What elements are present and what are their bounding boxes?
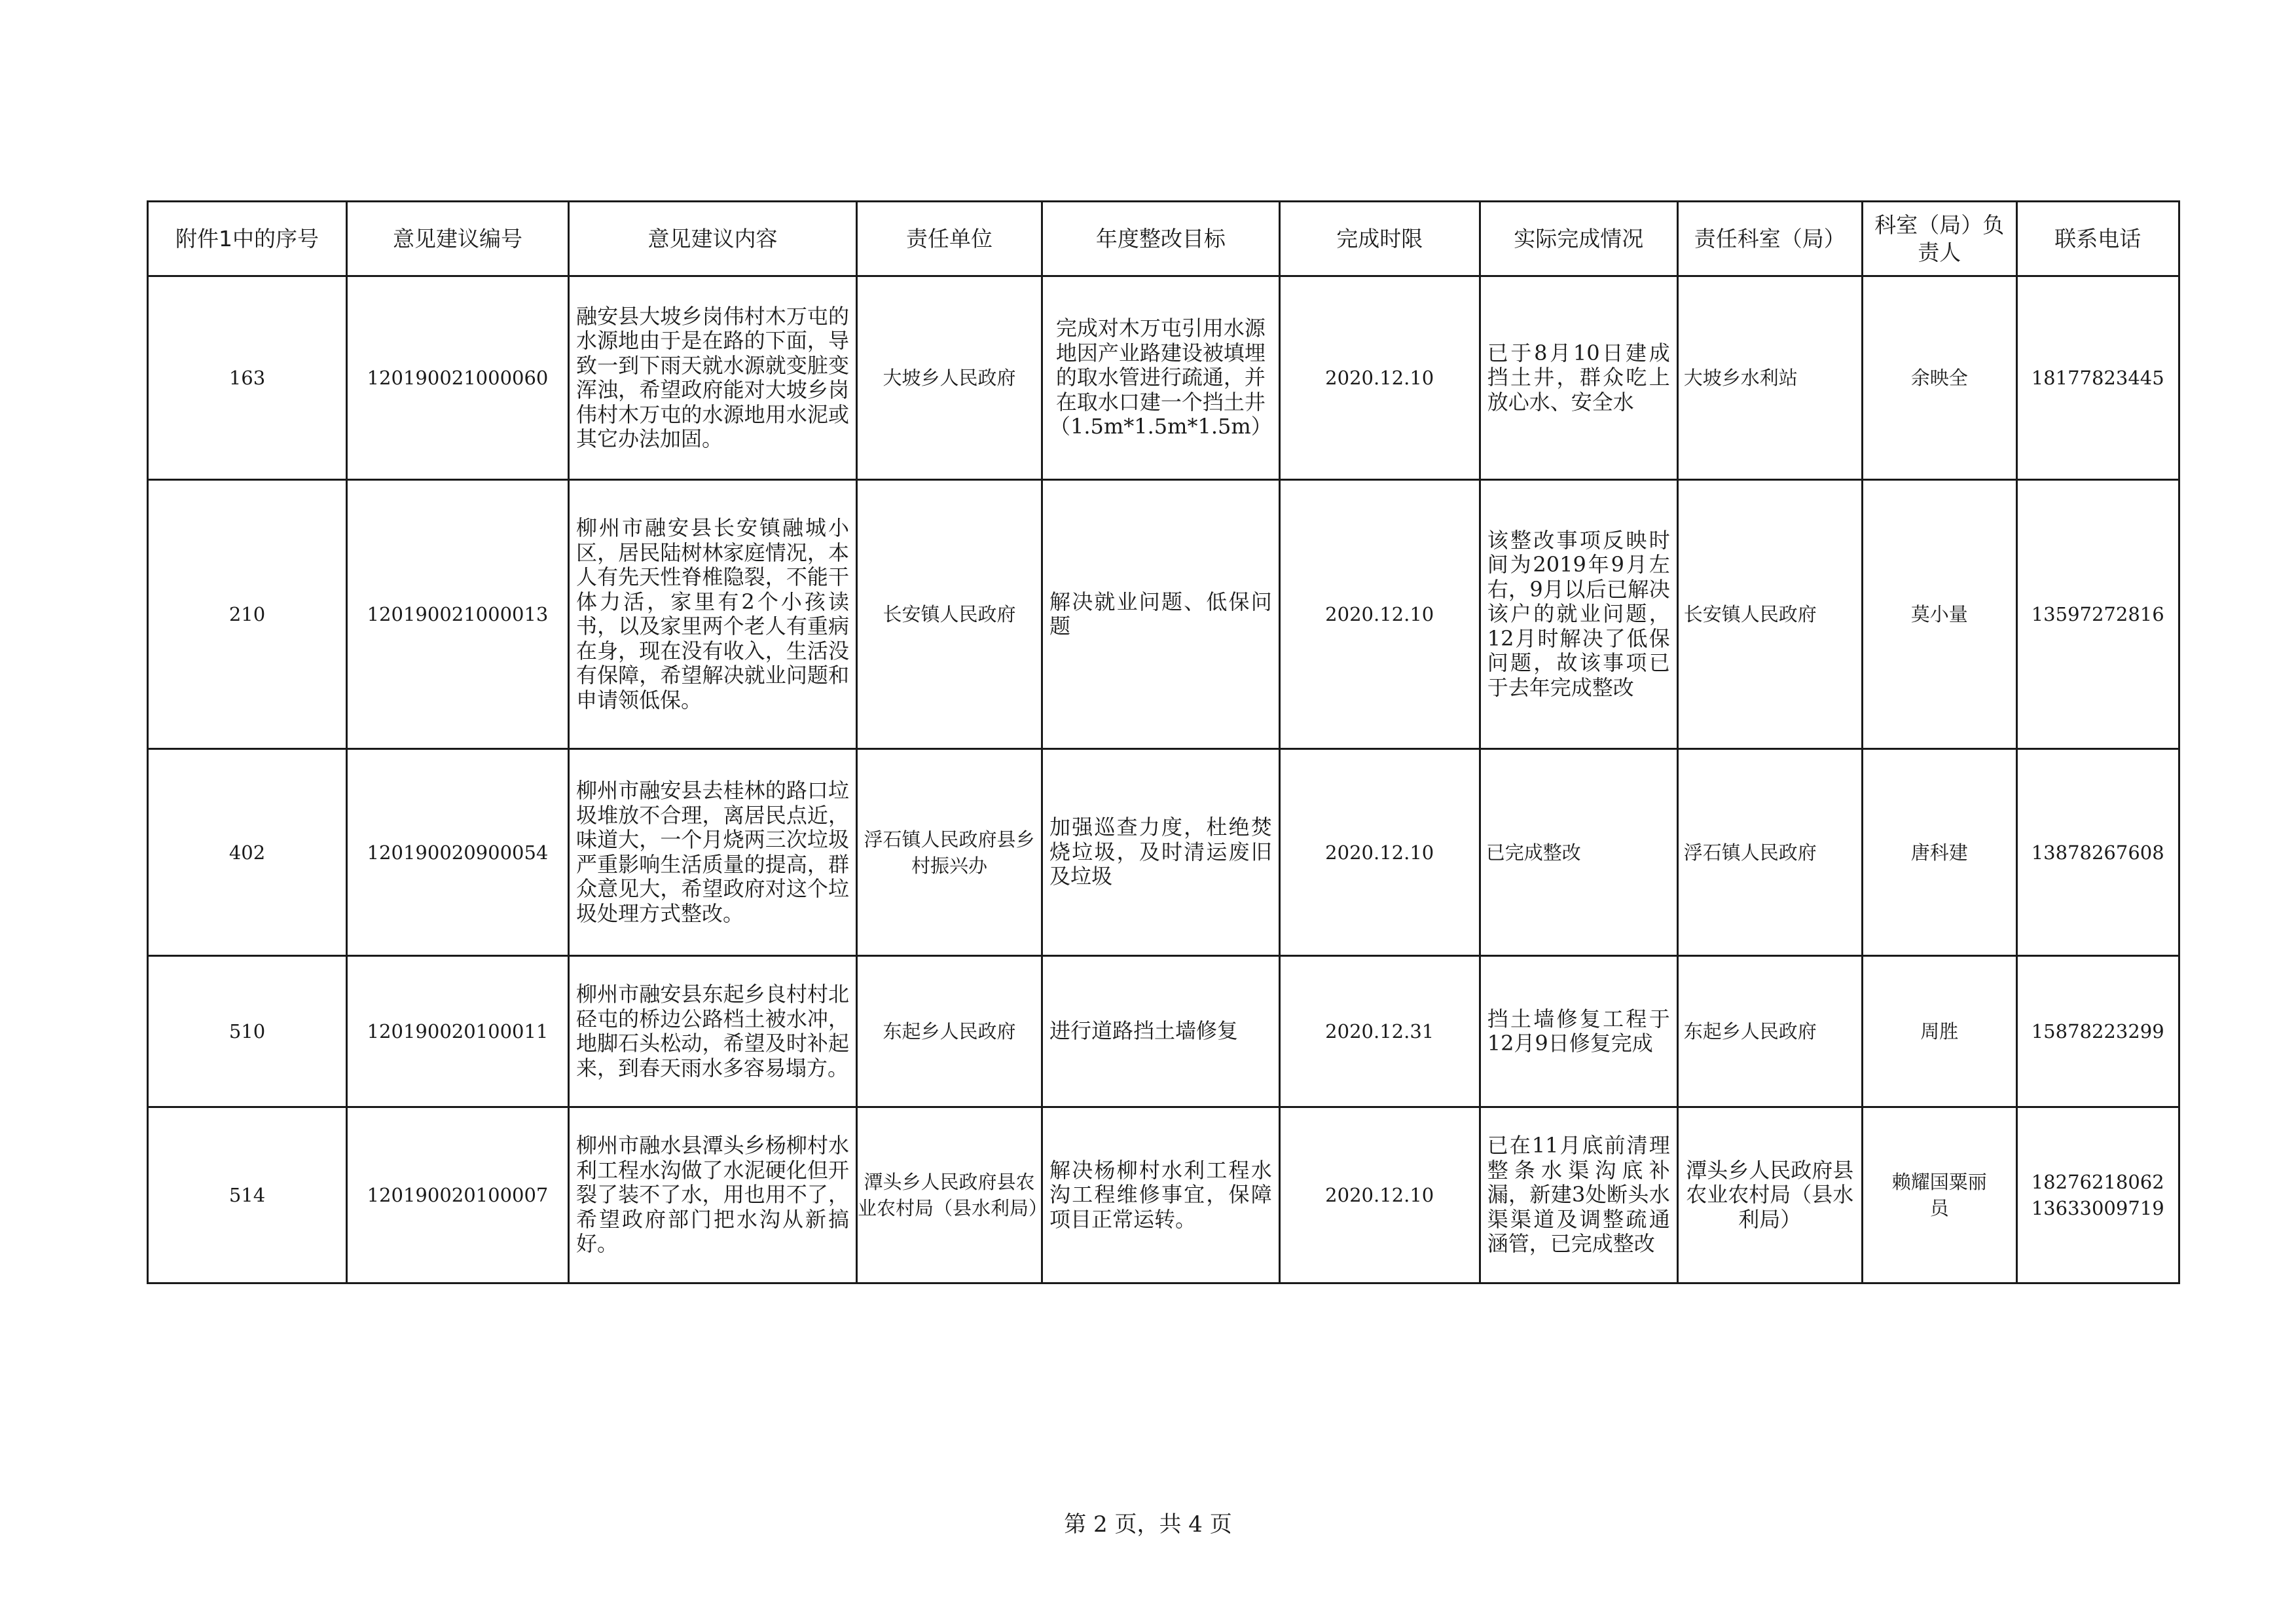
seq-cell: 510 — [148, 956, 347, 1107]
person-cell: 莫小量 — [1862, 480, 2016, 749]
table-row — [148, 480, 2179, 749]
code-cell: 120190020100007 — [347, 1107, 569, 1283]
code-cell: 120190020100011 — [347, 956, 569, 1107]
header-content: 意见建议内容 — [569, 202, 857, 276]
content-cell: 柳州市融安县长安镇融城小区，居民陆树林家庭情况，本人有先天性脊椎隐裂，不能干体力活，家里有2个小孩读书，以及家里两个老人有重病在身，现在没有收入，生活没有保障，希望解决就业问题和申请领低保。 — [569, 480, 857, 749]
deadline-cell: 2020.12.31 — [1279, 956, 1480, 1107]
dept-cell: 东起乡人民政府 — [1677, 956, 1862, 1107]
unit-cell: 浮石镇人民政府县乡村振兴办 — [857, 749, 1042, 956]
phone-cell: 13597272816 — [2016, 480, 2179, 749]
deadline-cell: 2020.12.10 — [1279, 1107, 1480, 1283]
header-status: 实际完成情况 — [1480, 202, 1677, 276]
content-cell: 柳州市融安县去桂林的路口垃圾堆放不合理，离居民点近，味道大，一个月烧两三次垃圾严重影响生活质量的提高，群众意见大，希望政府对这个垃圾处理方式整改。 — [569, 749, 857, 956]
goal-cell: 进行道路挡土墙修复 — [1042, 956, 1280, 1107]
deadline-cell: 2020.12.10 — [1279, 276, 1480, 480]
status-cell: 该整改事项反映时间为2019年9月左右，9月以后已解决该户的就业问题，12月时解决了低保问题，故该事项已于去年完成整改 — [1480, 480, 1677, 749]
goal-cell: 解决杨柳村水利工程水沟工程维修事宜，保障项目正常运转。 — [1042, 1107, 1280, 1283]
dept-cell: 潭头乡人民政府县农业农村局（县水利局） — [1677, 1107, 1862, 1283]
header-row — [148, 202, 2179, 276]
goal-cell: 解决就业问题、低保问题 — [1042, 480, 1280, 749]
seq-cell: 163 — [148, 276, 347, 480]
status-cell: 已于8月10日建成挡土井，群众吃上放心水、安全水 — [1480, 276, 1677, 480]
table-row — [148, 1107, 2179, 1283]
header-deadline: 完成时限 — [1279, 202, 1480, 276]
seq-cell: 402 — [148, 749, 347, 956]
seq-cell: 514 — [148, 1107, 347, 1283]
deadline-cell: 2020.12.10 — [1279, 480, 1480, 749]
header-dept: 责任科室（局） — [1677, 202, 1862, 276]
dept-cell: 长安镇人民政府 — [1677, 480, 1862, 749]
phone-cell: 18177823445 — [2016, 276, 2179, 480]
header-phone: 联系电话 — [2016, 202, 2179, 276]
table-row — [148, 276, 2179, 480]
status-cell: 挡土墙修复工程于12月9日修复完成 — [1480, 956, 1677, 1107]
header-person: 科室（局）负责人 — [1862, 202, 2016, 276]
header-goal: 年度整改目标 — [1042, 202, 1280, 276]
dept-cell: 浮石镇人民政府 — [1677, 749, 1862, 956]
dept-cell: 大坡乡水利站 — [1677, 276, 1862, 480]
rectification-table — [147, 200, 2180, 1284]
unit-cell: 长安镇人民政府 — [857, 480, 1042, 749]
person-cell: 周胜 — [1862, 956, 2016, 1107]
person-cell: 余映全 — [1862, 276, 2016, 480]
phone-cell: 13878267608 — [2016, 749, 2179, 956]
unit-cell: 潭头乡人民政府县农业农村局（县水利局） — [857, 1107, 1042, 1283]
deadline-cell: 2020.12.10 — [1279, 749, 1480, 956]
header-code: 意见建议编号 — [347, 202, 569, 276]
table-row — [148, 956, 2179, 1107]
code-cell: 120190020900054 — [347, 749, 569, 956]
header-seq: 附件1中的序号 — [148, 202, 347, 276]
status-cell: 已完成整改 — [1480, 749, 1677, 956]
goal-cell: 完成对木万屯引用水源地因产业路建设被填埋的取水管进行疏通，并在取水口建一个挡土井（1.5m*1.5m*1.5m） — [1042, 276, 1280, 480]
content-cell: 融安县大坡乡岗伟村木万屯的水源地由于是在路的下面，导致一到下雨天就水源就变脏变浑浊，希望政府能对大坡乡岗伟村木万屯的水源地用水泥或其它办法加固。 — [569, 276, 857, 480]
unit-cell: 东起乡人民政府 — [857, 956, 1042, 1107]
content-cell: 柳州市融水县潭头乡杨柳村水利工程水沟做了水泥硬化但开裂了装不了水，用也用不了，希望政府部门把水沟从新搞好。 — [569, 1107, 857, 1283]
phone-cell: 1827621806213633009719 — [2016, 1107, 2179, 1283]
seq-cell: 210 — [148, 480, 347, 749]
goal-cell: 加强巡查力度，杜绝焚烧垃圾，及时清运废旧及垃圾 — [1042, 749, 1280, 956]
code-cell: 120190021000013 — [347, 480, 569, 749]
person-cell: 唐科建 — [1862, 749, 2016, 956]
unit-cell: 大坡乡人民政府 — [857, 276, 1042, 480]
code-cell: 120190021000060 — [347, 276, 569, 480]
page-number: 第 2 页，共 4 页 — [1064, 1511, 1232, 1538]
header-unit: 责任单位 — [857, 202, 1042, 276]
status-cell: 已在11月底前清理整条水渠沟底补漏，新建3处断头水渠渠道及调整疏通涵管，已完成整改 — [1480, 1107, 1677, 1283]
phone-cell: 15878223299 — [2016, 956, 2179, 1107]
table-row — [148, 749, 2179, 956]
content-cell: 柳州市融安县东起乡良村村北硁屯的桥边公路档土被水冲，地脚石头松动，希望及时补起来，到春天雨水多容易塌方。 — [569, 956, 857, 1107]
person-cell: 赖耀国粟丽员 — [1862, 1107, 2016, 1283]
